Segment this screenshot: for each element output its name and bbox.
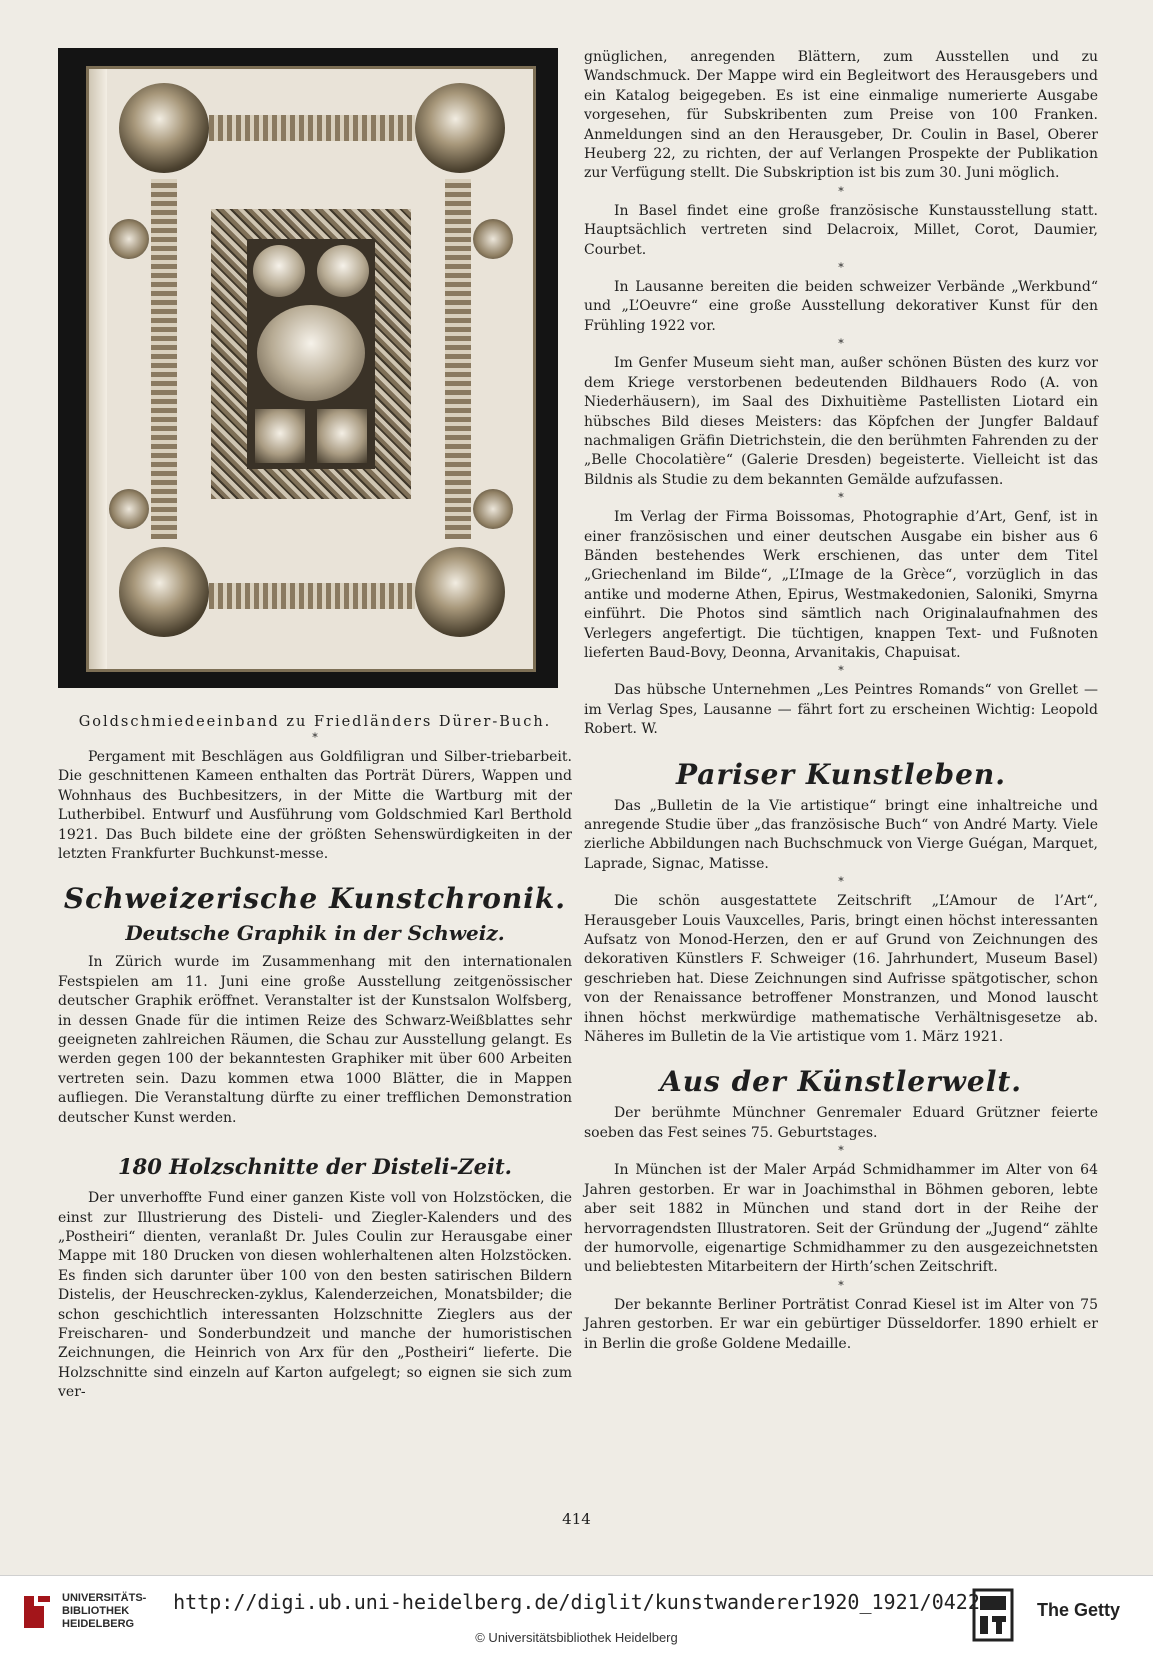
- article-paragraph: Der berühmte Münchner Genremaler Eduard Grützner feierte soeben das Fest seines 75. Geburtstages.: [584, 1105, 1098, 1141]
- wartburg-cameo: [257, 305, 365, 401]
- article-paragraph: Im Genfer Museum sieht man, außer schönen Büsten des kurz vor dem Kriege verstorbenen bedeutenden Bildhauers Rodo (A. von Niederhäusern), im Saal des Dixhuitième Pastellisten Liotard ein hübsches Bild dieses Meisters: das Köpfchen der Jungfer Baldauf nachmaligen Gräfin Dietrichstein, die den berühmten Fahrenden zu der „Belle Chocolatière“ (Galerie Dresden) begeisterte. Vielleicht ist das Bildnis als Studie zu dem bekannten Gemälde aufzufassen.: [584, 355, 1098, 488]
- corner-ornament: [415, 83, 505, 173]
- uni-name-line: BIBLIOTHEK: [62, 1605, 130, 1617]
- separator-star: *: [838, 664, 844, 678]
- corner-ornament: [119, 547, 209, 637]
- separator-star: *: [838, 184, 844, 198]
- separator-star: *: [838, 491, 844, 505]
- filigree-band: [209, 583, 415, 609]
- filigree-band: [209, 115, 415, 141]
- section-heading: Aus der Künstlerwelt.: [659, 1065, 1023, 1099]
- separator-star: *: [838, 1278, 844, 1292]
- separator-star: *: [838, 875, 844, 889]
- separator-star: *: [838, 261, 844, 275]
- copyright-notice: © Universitätsbibliothek Heidelberg: [475, 1630, 678, 1645]
- article-paragraph: Die schön ausgestattete Zeitschrift „L’Amour de l’Art“, Herausgeber Louis Vauxcelles, Paris, bringt einen höchst interessanten Aufsatz von Monod-Herzen, den er auf Grund von Zeichnungen des dekorativen Künstlers F. Schweiger (16. Jahrhundert, Museum Basel) geschrieben hat. Diese Zeichnungen sind Aufrisse spätgotischer, schon von der Renaissance betroffener Monstranzen, und Monod lauscht ihnen höchst merkwürdige mathematische Verhältnisgesetze ab. Näheres im Bulletin de la Vie artistique vom 1. März 1921.: [584, 893, 1098, 1046]
- cameo-medallion: [253, 245, 305, 297]
- section-heading: Pariser Kunstleben.: [676, 757, 1006, 791]
- right-column: [584, 48, 1098, 1354]
- section-subheading: 180 Holzschnitte der Disteli-Zeit.: [118, 1154, 512, 1180]
- article-paragraph: Das „Bulletin de la Vie artistique“ bringt eine inhaltreiche und anregende Studie über „das französische Buch“ von André Marty. Viele zierliche Abbildungen nach Buchschmuck von Vierge Guégan, Marquet, Laprade, Signac, Matisse.: [584, 797, 1098, 872]
- article-paragraph: In München ist der Maler Arpád Schmidhammer im Alter von 64 Jahren gestorben. Er war in Joachimsthal in Böhmen geboren, lebte aber seit 1882 in München und stand dort in der Reihe der hervorragendsten Illustratoren. Seit der Gründung der „Jugend“ zählte der humorvolle, eigenartige Schmidhammer zu den ausgezeichnetsten und beliebtesten Mitarbeitern der Hirth’schen Zeitschrift.: [584, 1162, 1098, 1276]
- viewer-footer: [0, 1575, 1153, 1658]
- page-number: 414: [562, 1510, 591, 1528]
- article-paragraph: Der bekannte Berliner Porträtist Conrad Kiesel ist im Alter von 75 Jahren gestorben. Er war ein gebürtiger Düsseldorfer. 1890 erhielt er in Berlin die große Goldene Medaille.: [584, 1296, 1098, 1352]
- section-heading: Schweizerische Kunstchronik.: [63, 882, 567, 916]
- clasp: [109, 489, 149, 529]
- caption-paragraph: Pergament mit Beschlägen aus Goldfiligran und Silber-triebarbeit. Die geschnittenen Kameen enthalten das Porträt Dürers, Wappen und Wohnhaus des Buchbesitzers, in der Mitte die Wartburg mit der Lutherbibel. Entwurf und Ausführung vom Goldschmied Karl Berthold 1921. Das Buch bildete eine der größten Sehenswürdigkeiten in der letzten Frankfurter Buchkunst-messe.: [58, 749, 572, 863]
- coat-of-arms-cameo: [255, 409, 305, 463]
- clasp: [473, 489, 513, 529]
- clasp: [473, 219, 513, 259]
- book-spine: [89, 69, 107, 669]
- article-paragraph: gnüglichen, anregenden Blättern, zum Ausstellen und zu Wandschmuck. Der Mappe wird ein Begleitwort des Herausgebers und ein Katalog beigegeben. Es ist eine einmalige numerierte Ausgabe vorgesehen, für Subskribenten zum Preise von 100 Franken. Anmeldungen sind an den Herausgeber, Dr. Coulin in Basel, Oberer Heuberg 22, zu richten, der auf Verlangen Prospekte der Publikation zur Verfügung stellt. Die Subskription ist bis zum 30. Juni möglich.: [584, 49, 1098, 182]
- separator-star: *: [312, 731, 318, 744]
- separator-star: *: [838, 337, 844, 351]
- book-cover-photo: [58, 48, 558, 688]
- getty-logo-icon: [972, 1588, 1014, 1642]
- corner-ornament: [415, 547, 505, 637]
- book-cover: [86, 66, 536, 672]
- article-paragraph: In Basel findet eine große französische Kunstausstellung statt. Hauptsächlich vertreten sind Delacroix, Millet, Corot, Daumier, Courbet.: [584, 202, 1098, 258]
- filigree-band: [151, 179, 177, 539]
- separator-star: *: [838, 1144, 844, 1158]
- article-paragraph: Der unverhoffte Fund einer ganzen Kiste voll von Holzstöcken, die einst zur Illustrierung des Disteli- und Ziegler-Kalenders und des „Postheiri“ dienten, veranlaßt Dr. Jules Coulin zur Herausgabe einer Mappe mit 180 Drucken von diesen wohlerhaltenen alten Holzstöcken. Es finden sich darunter über 100 von den besten satirischen Bildern Distelis, der Heuschrecken-zyklus, Kalenderzeichen, Monatsbilder; die schon geschichtlich interessanten Holzschnitte Zieglers aus der Freischaren- und Sonderbundzeit und manche der humoristischen Zeichnungen, die Heinrich von Arx für den „Postheiri“ lieferte. Die Holzschnitte sind einzeln auf Karton aufgelegt; so eignen sie sich zum ver-: [58, 1190, 572, 1401]
- article-paragraph: In Zürich wurde im Zusammenhang mit den internationalen Festspielen am 11. Juni eine große Ausstellung zeitgenössischer deutscher Graphik eröffnet. Veranstalter ist der Kunstsalon Wolfsberg, in dessen Gnade für die intimen Reize des Schwarz-Weißblattes sehr geeigneten zahlreichen Räumen, die Schau zur Ausstellung gelangt. Es werden gegen 100 der bekanntesten Graphiker mit über 600 Arbeiten vertreten sein. Dazu kommen etwa 1000 Blätter, die in Mappen aufliegen. Die Veranstaltung dürfte zu einer trefflichen Demonstration deutscher Kunst werden.: [58, 954, 572, 1126]
- getty-label: The Getty: [1037, 1600, 1121, 1620]
- filigree-band: [445, 179, 471, 539]
- corner-ornament: [119, 83, 209, 173]
- cameo-panel: [247, 239, 375, 469]
- uni-name-line: UNIVERSITÄTS-: [62, 1592, 147, 1604]
- left-column: [58, 48, 572, 1403]
- article-paragraph: Das hübsche Unternehmen „Les Peintres Romands“ von Grellet — im Verlag Spes, Lausanne — fährt fort zu erscheinen Wichtig: Leopold Robert. W.: [584, 682, 1098, 738]
- figure-caption: Goldschmiedeeinband zu Friedländers Dürer-Buch.: [78, 714, 552, 730]
- uni-name-line: HEIDELBERG: [62, 1618, 135, 1630]
- house-cameo: [317, 409, 367, 463]
- center-frame: [211, 209, 411, 499]
- permalink-url[interactable]: http://digi.ub.uni-heidelberg.de/diglit/kunstwanderer1920_1921/0422: [173, 1590, 980, 1614]
- section-subheading: Deutsche Graphik in der Schweiz.: [125, 921, 505, 946]
- article-paragraph: In Lausanne bereiten die beiden schweizer Verbände „Werkbund“ und „L’Oeuvre“ eine große Ausstellung dekorativer Kunst für den Frühling 1922 vor.: [584, 279, 1098, 334]
- dürer-portrait-cameo: [317, 245, 369, 297]
- clasp: [109, 219, 149, 259]
- article-paragraph: Im Verlag der Firma Boissomas, Photographie d’Art, Genf, ist in einer französischen und einer deutschen Ausgabe ein bisher aus 6 Bänden bestehendes Werk erschienen, das unter dem Titel „Griechenland im Bilde“, „L’Image de la Grèce“, vorzüglich in das antike und moderne Athen, Epirus, Westmakedonien, Saloniki, Smyrna einführt. Die Photos sind sämtlich nach Originalaufnahmen des Verlegers angefertigt. Die tüchtigen, knappen Text- und Fußnoten lieferten Baud-Bovy, Deonna, Arvanitakis, Chapuisat.: [584, 509, 1098, 661]
